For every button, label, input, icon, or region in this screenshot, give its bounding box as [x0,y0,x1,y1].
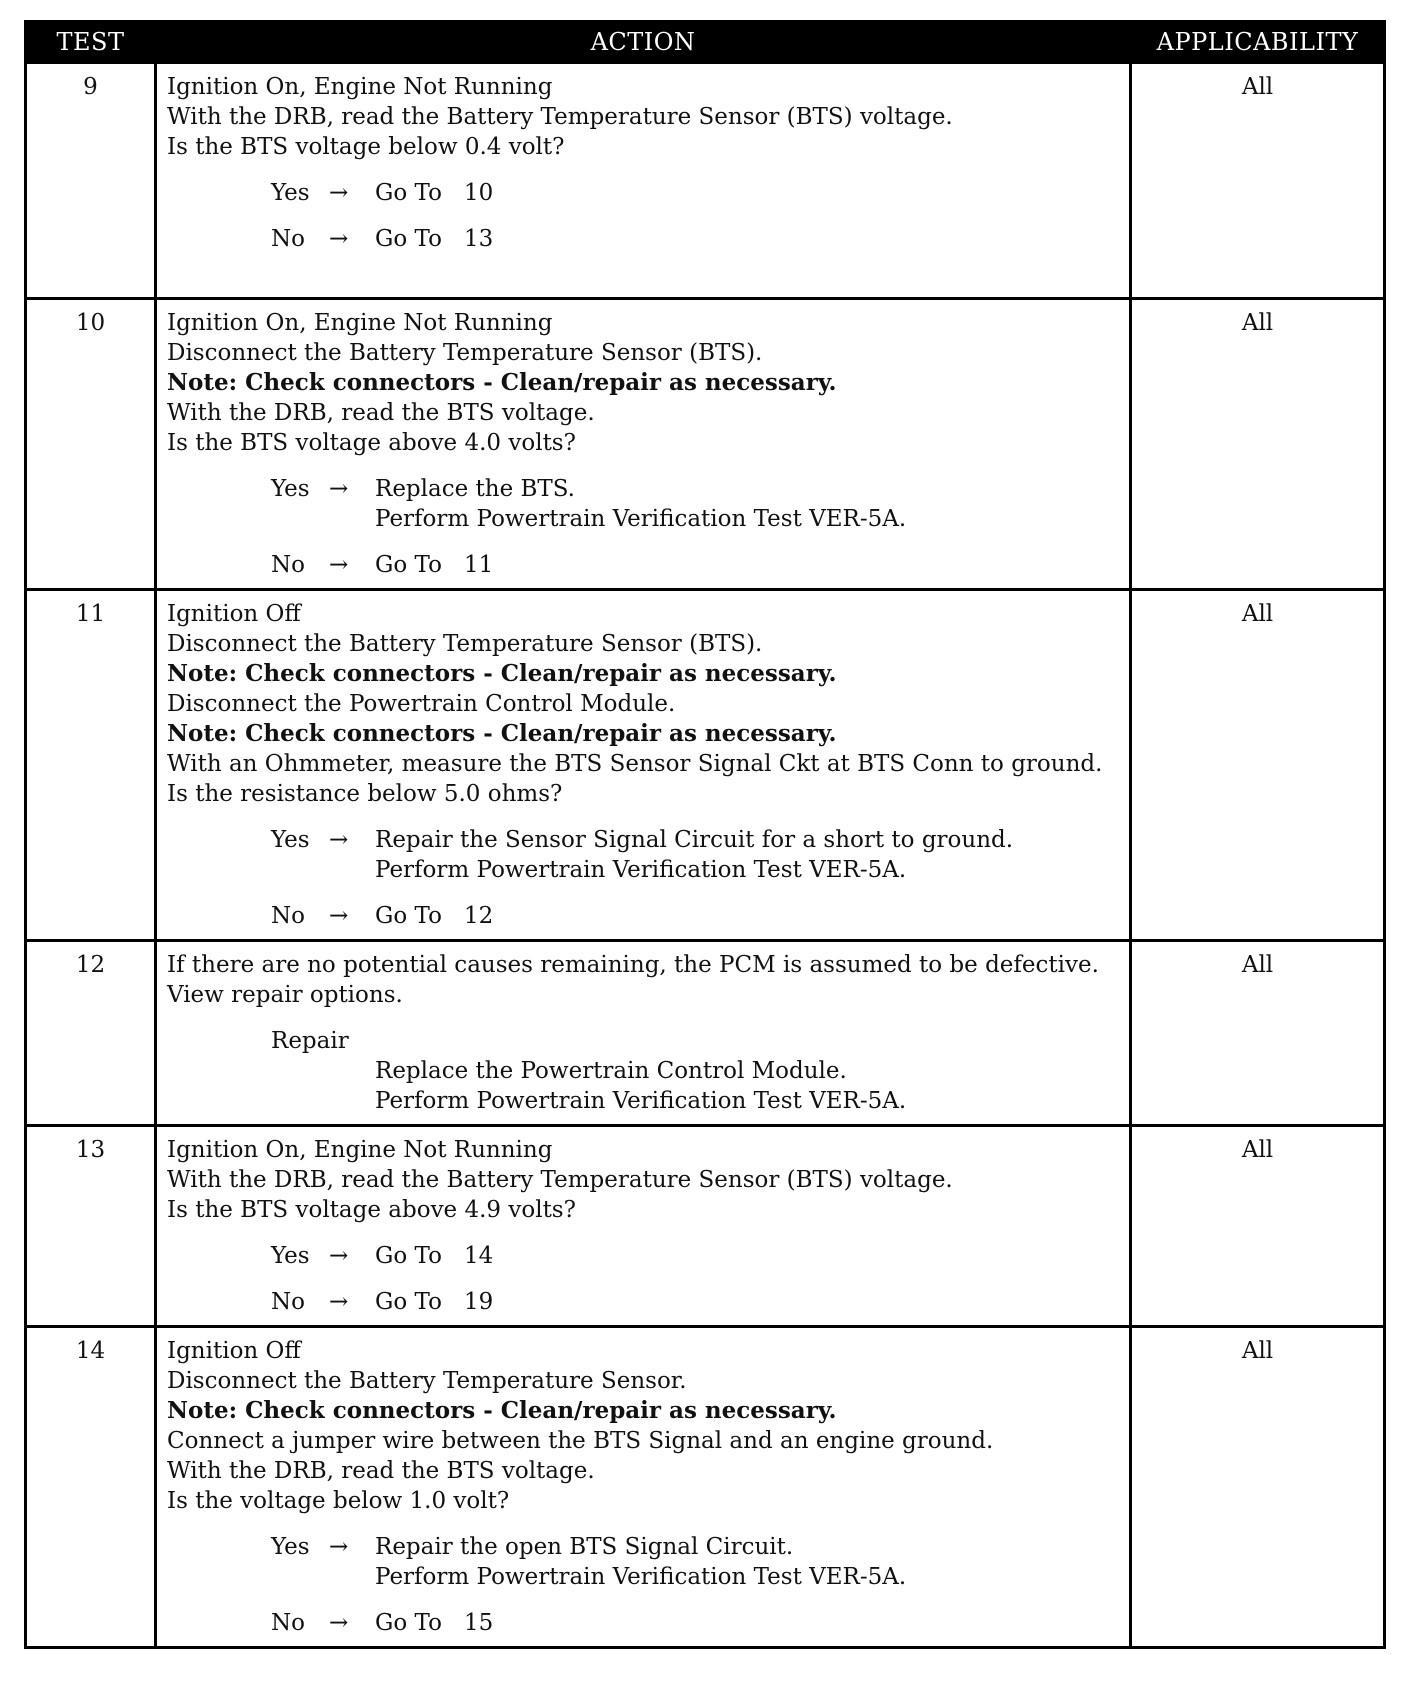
action-cell [156,941,1131,1126]
goto-test-number: 13 [463,226,494,252]
test-number: 10 [26,299,156,590]
repair-step: Perform Powertrain Verification Test VER-5A. [375,1088,907,1114]
action-cell [156,299,1131,590]
table-row [26,941,1385,1126]
repair-step: Replace the Powertrain Control Module. [375,1058,847,1084]
outcome-result [375,550,493,580]
right-arrow-icon: → [329,1534,349,1560]
right-arrow-icon: → [329,180,349,206]
outcome-label: Yes [271,1243,310,1269]
repair-label: Repair [271,1028,349,1054]
instruction-text: Disconnect the Battery Temperature Sensor (BTS). [167,340,763,366]
outcome-yes [167,1532,1121,1592]
outcome-result [375,178,493,208]
right-arrow-icon: → [329,1289,349,1315]
instruction-text: Ignition On, Engine Not Running [167,74,553,100]
outcome-result [375,224,493,254]
outcome-result [375,1241,493,1271]
instruction-text: If there are no potential causes remaining, the PCM is assumed to be defective. [167,952,1099,978]
outcome-result [375,1287,493,1317]
table-row [26,1126,1385,1327]
instruction-text: Ignition On, Engine Not Running [167,1137,553,1163]
instruction-text: Disconnect the Battery Temperature Sensor (BTS). [167,631,763,657]
note-text: Note: Check connectors - Clean/repair as necessary. [167,660,837,687]
table-row [26,1327,1385,1648]
test-number: 13 [26,1126,156,1327]
action-cell [156,1327,1131,1648]
applicability-value: All [1131,1126,1385,1327]
outcome-label: No [271,552,305,578]
instruction-text: Ignition Off [167,601,301,627]
result-text: Perform Powertrain Verification Test VER-5A. [375,1564,907,1590]
outcome-label: No [271,1289,305,1315]
goto-test-number: 19 [463,1289,494,1315]
applicability-value: All [1131,63,1385,299]
result-text: Perform Powertrain Verification Test VER-5A. [375,857,907,883]
applicability-value: All [1131,1327,1385,1648]
outcome-label: Yes [271,476,310,502]
instruction-text: Is the BTS voltage below 0.4 volt? [167,134,565,160]
outcome-no [167,1608,1121,1638]
instruction-text: With the DRB, read the BTS voltage. [167,1458,595,1484]
goto-test-number: 11 [463,552,494,578]
instruction-text: Is the BTS voltage above 4.9 volts? [167,1197,576,1223]
instruction-text: Is the BTS voltage above 4.0 volts? [167,430,576,456]
outcome-no [167,550,1121,580]
test-number: 12 [26,941,156,1126]
goto-test-number: 10 [463,180,494,206]
outcome-yes [167,825,1121,885]
header-applicability: APPLICABILITY [1131,22,1385,63]
outcome-yes [167,178,1121,208]
applicability-value: All [1131,941,1385,1126]
goto-label: Go To [375,1610,442,1636]
right-arrow-icon: → [329,903,349,929]
table-row [26,63,1385,299]
instruction-text: Connect a jumper wire between the BTS Signal and an engine ground. [167,1428,994,1454]
result-text: Repair the open BTS Signal Circuit. [375,1534,794,1560]
note-text: Note: Check connectors - Clean/repair as necessary. [167,1397,837,1424]
outcome-no [167,901,1121,931]
header-action: ACTION [156,22,1131,63]
goto-label: Go To [375,903,442,929]
instruction-text: With an Ohmmeter, measure the BTS Sensor Signal Ckt at BTS Conn to ground. [167,751,1103,777]
outcome-no [167,1287,1121,1317]
result-text: Replace the BTS. [375,476,575,502]
outcome-yes [167,1241,1121,1271]
goto-label: Go To [375,226,442,252]
instruction-text: Is the resistance below 5.0 ohms? [167,781,563,807]
outcome-result [375,825,1013,885]
outcome-result [375,901,493,931]
right-arrow-icon: → [329,1610,349,1636]
right-arrow-icon: → [329,226,349,252]
applicability-value: All [1131,299,1385,590]
instruction-text: Is the voltage below 1.0 volt? [167,1488,510,1514]
test-number: 14 [26,1327,156,1648]
right-arrow-icon: → [329,476,349,502]
instruction-text: Ignition On, Engine Not Running [167,310,553,336]
table-row [26,590,1385,941]
instruction-text: Disconnect the Powertrain Control Module. [167,691,676,717]
note-text: Note: Check connectors - Clean/repair as necessary. [167,720,837,747]
outcome-label: No [271,226,305,252]
result-text: Repair the Sensor Signal Circuit for a short to ground. [375,827,1014,853]
table-body [26,63,1385,1648]
table-header-row [26,22,1385,63]
header-test: TEST [26,22,156,63]
instruction-text: With the DRB, read the BTS voltage. [167,400,595,426]
goto-test-number: 14 [463,1243,494,1269]
right-arrow-icon: → [329,827,349,853]
outcome-label: Yes [271,1534,310,1560]
test-number: 11 [26,590,156,941]
test-number: 9 [26,63,156,299]
outcome-result [375,1608,493,1638]
diagnostic-test-table [24,20,1386,1649]
goto-label: Go To [375,1243,442,1269]
outcome-label: Yes [271,180,310,206]
outcome-label: No [271,1610,305,1636]
goto-label: Go To [375,552,442,578]
action-cell [156,63,1131,299]
goto-test-number: 12 [463,903,494,929]
instruction-text: With the DRB, read the Battery Temperature Sensor (BTS) voltage. [167,104,953,130]
action-cell [156,1126,1131,1327]
goto-test-number: 15 [463,1610,494,1636]
instruction-text: Ignition Off [167,1338,301,1364]
outcome-label: No [271,903,305,929]
right-arrow-icon: → [329,552,349,578]
goto-label: Go To [375,180,442,206]
note-text: Note: Check connectors - Clean/repair as necessary. [167,369,837,396]
outcome-label: Yes [271,827,310,853]
outcome-no [167,224,1121,254]
repair-options [167,1026,1121,1116]
right-arrow-icon: → [329,1243,349,1269]
instruction-text: Disconnect the Battery Temperature Sensor. [167,1368,687,1394]
instruction-text: View repair options. [167,982,403,1008]
table-row [26,299,1385,590]
diagnostic-page [24,20,1386,1670]
instruction-text: With the DRB, read the Battery Temperature Sensor (BTS) voltage. [167,1167,953,1193]
goto-label: Go To [375,1289,442,1315]
outcome-result [375,1532,906,1592]
action-cell [156,590,1131,941]
outcome-yes [167,474,1121,534]
result-text: Perform Powertrain Verification Test VER-5A. [375,506,907,532]
outcome-result [375,474,906,534]
applicability-value: All [1131,590,1385,941]
